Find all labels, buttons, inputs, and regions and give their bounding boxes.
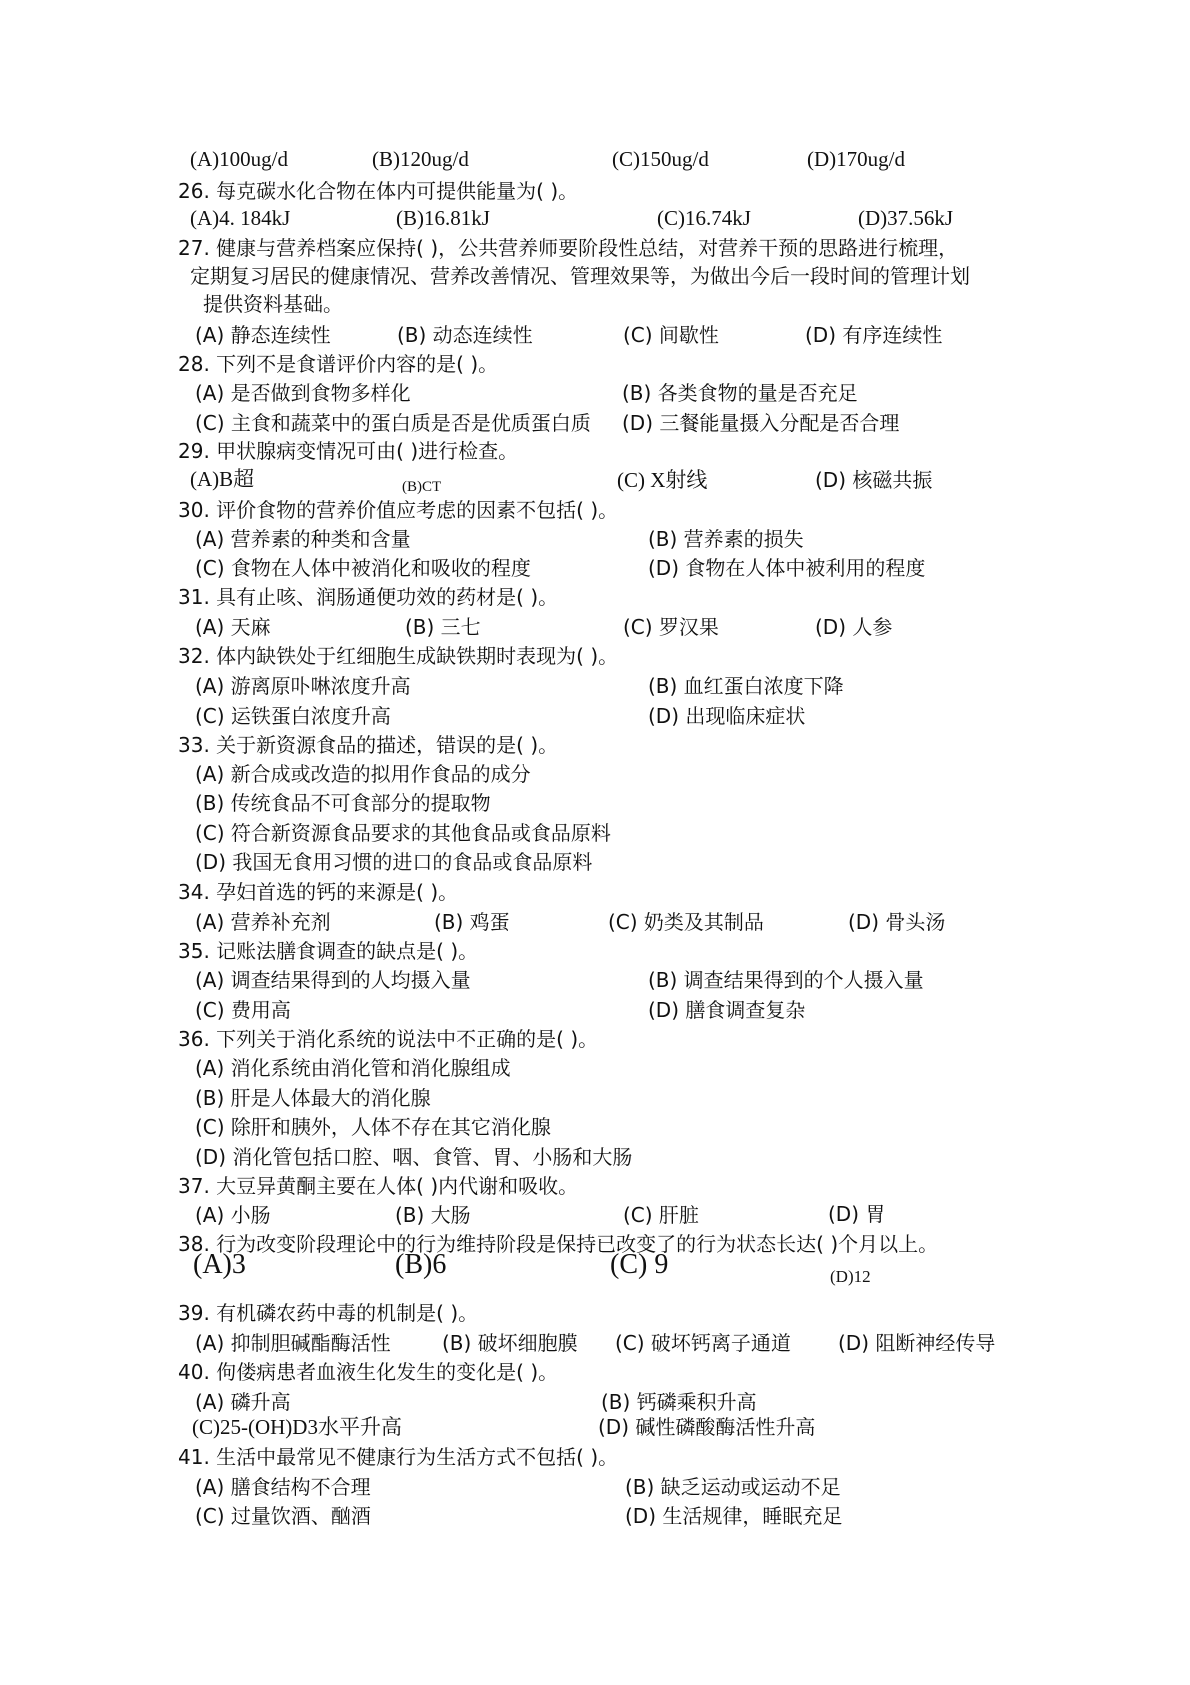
q27-option-b: (B) 动态连续性	[397, 323, 533, 347]
q28-option-b: (B) 各类食物的量是否充足	[622, 381, 858, 405]
q35-stem: 35. 记账法膳食调查的缺点是( )。	[178, 939, 479, 963]
q36-option-b: (B) 肝是人体最大的消化腺	[195, 1086, 431, 1110]
q34-option-d: (D) 骨头汤	[848, 910, 946, 934]
q30-option-d: (D) 食物在人体中被利用的程度	[648, 556, 926, 580]
q38-stem: 38. 行为改变阶段理论中的行为维持阶段是保持已改变了的行为状态长达( )个月以上。	[178, 1232, 939, 1256]
q31-option-b: (B) 三七	[405, 615, 481, 639]
q27-option-d: (D) 有序连续性	[805, 323, 943, 347]
q25-option-b: (B)120ug/d	[372, 147, 469, 171]
q37-option-b: (B) 大肠	[395, 1203, 471, 1227]
q25-option-d: (D)170ug/d	[807, 147, 905, 171]
q30-option-b: (B) 营养素的损失	[648, 527, 804, 551]
q38-option-a: (A)3	[193, 1249, 246, 1280]
q30-stem: 30. 评价食物的营养价值应考虑的因素不包括( )。	[178, 498, 619, 522]
q30-option-a: (A) 营养素的种类和含量	[195, 527, 411, 551]
q31-option-a: (A) 天麻	[195, 615, 271, 639]
q34-option-a: (A) 营养补充剂	[195, 910, 331, 934]
q33-stem: 33. 关于新资源食品的描述，错误的是( )。	[178, 733, 559, 757]
q26-option-c: (C)16.74kJ	[657, 206, 751, 230]
q40-stem: 40. 佝偻病患者血液生化发生的变化是( )。	[178, 1360, 559, 1384]
q26-option-d: (D)37.56kJ	[858, 206, 954, 230]
q37-option-a: (A) 小肠	[195, 1203, 271, 1227]
q41-option-d: (D) 生活规律，睡眠充足	[625, 1504, 843, 1528]
q40-option-c: (C)25-(OH)D3水平升高	[192, 1415, 402, 1439]
q37-option-c: (C) 肝脏	[623, 1203, 699, 1227]
q34-option-b: (B) 鸡蛋	[434, 910, 510, 934]
q29-option-d: (D) 核磁共振	[815, 468, 933, 492]
q26-option-b: (B)16.81kJ	[396, 206, 490, 230]
q31-stem: 31. 具有止咳、润肠通便功效的药材是( )。	[178, 585, 559, 609]
q28-option-d: (D) 三餐能量摄入分配是否合理	[622, 411, 900, 435]
q33-option-b: (B) 传统食品不可食部分的提取物	[195, 791, 491, 815]
q27-stem-line-2: 定期复习居民的健康情况、营养改善情况、管理效果等，为做出今后一段时间的管理计划	[190, 264, 970, 288]
q33-option-c: (C) 符合新资源食品要求的其他食品或食品原料	[195, 821, 611, 845]
q35-option-a: (A) 调查结果得到的人均摄入量	[195, 968, 471, 992]
q39-option-d: (D) 阻断神经传导	[838, 1331, 996, 1355]
q25-option-a: (A)100ug/d	[190, 147, 288, 171]
q33-option-d: (D) 我国无食用习惯的进口的食品或食品原料	[195, 850, 593, 874]
q32-option-b: (B) 血红蛋白浓度下降	[648, 674, 844, 698]
q38-option-b: (B)6	[395, 1249, 447, 1280]
q36-stem: 36. 下列关于消化系统的说法中不正确的是( )。	[178, 1027, 599, 1051]
q39-option-c: (C) 破坏钙离子通道	[615, 1331, 791, 1355]
q27-option-c: (C) 间歇性	[623, 323, 719, 347]
q35-option-b: (B) 调查结果得到的个人摄入量	[648, 968, 924, 992]
q29-stem: 29. 甲状腺病变情况可由( )进行检查。	[178, 439, 519, 463]
q26-option-a: (A)4. 184kJ	[190, 206, 291, 230]
q32-option-c: (C) 运铁蛋白浓度升高	[195, 704, 391, 728]
q34-stem: 34. 孕妇首选的钙的来源是( )。	[178, 880, 459, 904]
q30-option-c: (C) 食物在人体中被消化和吸收的程度	[195, 556, 531, 580]
q40-option-b: (B) 钙磷乘积升高	[601, 1390, 757, 1414]
q35-option-d: (D) 膳食调查复杂	[648, 998, 806, 1022]
q32-option-d: (D) 出现临床症状	[648, 704, 806, 728]
q32-stem: 32. 体内缺铁处于红细胞生成缺铁期时表现为( )。	[178, 644, 619, 668]
q41-option-b: (B) 缺乏运动或运动不足	[625, 1475, 841, 1499]
q38-option-c: (C) 9	[610, 1249, 669, 1280]
q27-stem-line-1: 27. 健康与营养档案应保持( )，公共营养师要阶段性总结，对营养干预的思路进行梳理，	[178, 236, 959, 260]
q35-option-c: (C) 费用高	[195, 998, 291, 1022]
q40-option-a: (A) 磷升高	[195, 1390, 291, 1414]
q28-option-c: (C) 主食和蔬菜中的蛋白质是否是优质蛋白质	[195, 411, 591, 435]
q34-option-c: (C) 奶类及其制品	[608, 910, 764, 934]
q36-option-d: (D) 消化管包括口腔、咽、食管、胃、小肠和大肠	[195, 1145, 633, 1169]
q33-option-a: (A) 新合成或改造的拟用作食品的成分	[195, 762, 531, 786]
q27-option-a: (A) 静态连续性	[195, 323, 331, 347]
q41-option-c: (C) 过量饮酒、酗酒	[195, 1504, 371, 1528]
q31-option-c: (C) 罗汉果	[623, 615, 719, 639]
q36-option-a: (A) 消化系统由消化管和消化腺组成	[195, 1056, 511, 1080]
q29-option-b: (B)CT	[402, 479, 442, 495]
q26-stem: 26. 每克碳水化合物在体内可提供能量为( )。	[178, 179, 579, 203]
q40-option-d: (D) 碱性磷酸酶活性升高	[598, 1415, 816, 1439]
q32-option-a: (A) 游离原卟啉浓度升高	[195, 674, 411, 698]
q29-option-a: (A)B超	[190, 467, 255, 491]
q37-option-d: (D) 胃	[828, 1202, 886, 1226]
q38-option-d: (D)12	[830, 1267, 871, 1286]
q41-stem: 41. 生活中最常见不健康行为生活方式不包括( )。	[178, 1445, 619, 1469]
q28-option-a: (A) 是否做到食物多样化	[195, 381, 411, 405]
q41-option-a: (A) 膳食结构不合理	[195, 1475, 371, 1499]
q39-option-b: (B) 破坏细胞膜	[442, 1331, 578, 1355]
q28-stem: 28. 下列不是食谱评价内容的是( )。	[178, 352, 499, 376]
q29-option-c: (C) X射线	[617, 468, 708, 492]
q37-stem: 37. 大豆异黄酮主要在人体( )内代谢和吸收。	[178, 1174, 579, 1198]
q36-option-c: (C) 除肝和胰外，人体不存在其它消化腺	[195, 1115, 551, 1139]
q39-option-a: (A) 抑制胆碱酯酶活性	[195, 1331, 391, 1355]
q27-stem-line-3: 提供资料基础。	[203, 292, 343, 316]
q25-option-c: (C)150ug/d	[612, 147, 709, 171]
q39-stem: 39. 有机磷农药中毒的机制是( )。	[178, 1301, 479, 1325]
q31-option-d: (D) 人参	[815, 615, 893, 639]
